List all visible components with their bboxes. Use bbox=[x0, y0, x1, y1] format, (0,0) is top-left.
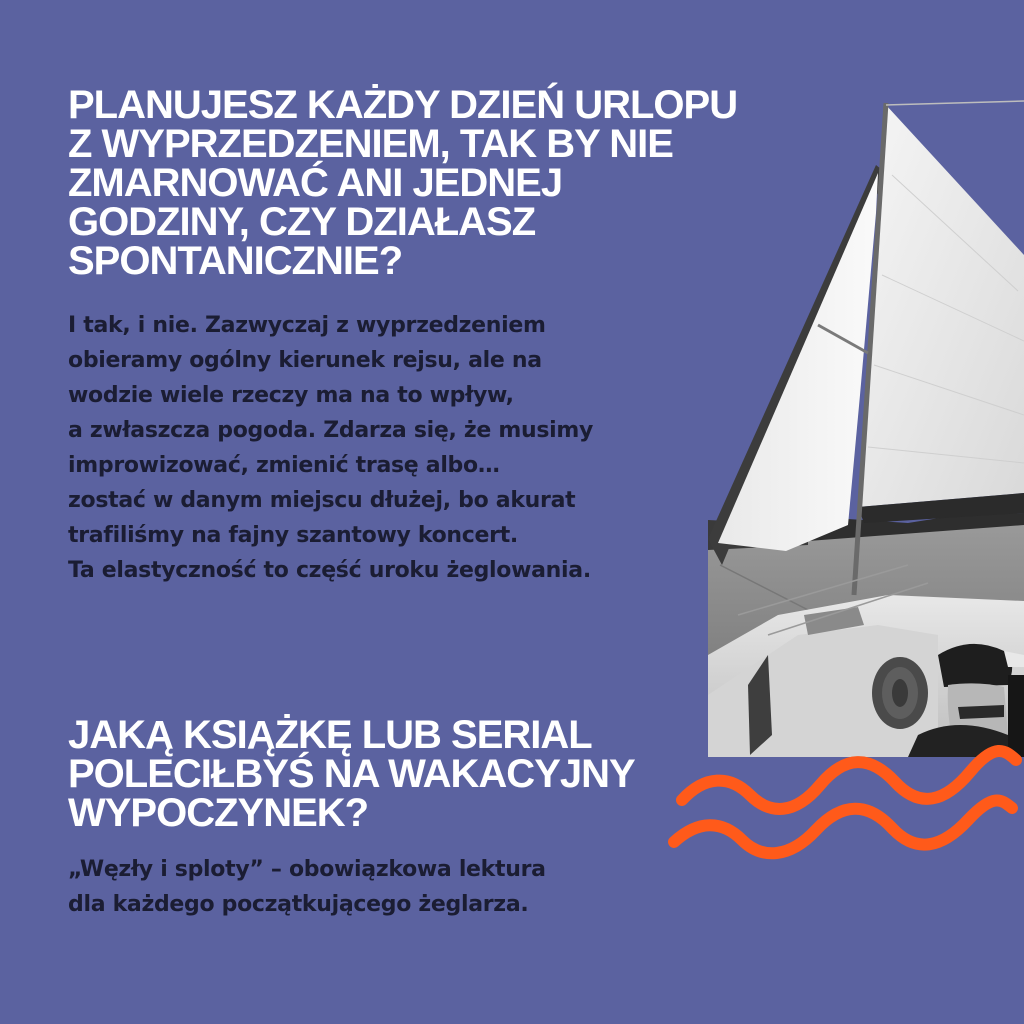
answer-line: „Węzły i sploty” – obowiązkowa lektura bbox=[68, 857, 546, 882]
answer-line: zostać w danym miejscu dłużej, bo akurat bbox=[68, 488, 576, 513]
question-1-heading bbox=[68, 83, 738, 283]
answer-line: obieramy ogólny kierunek rejsu, ale na bbox=[68, 348, 542, 373]
heading-line: JAKĄ KSIĄŻKĘ LUB SERIAL bbox=[68, 713, 592, 757]
answer-line: a zwłaszcza pogoda. Zdarza się, że musimy bbox=[68, 418, 594, 443]
heading-line: GODZINY, CZY DZIAŁASZ bbox=[68, 200, 536, 244]
answer-2-paragraph bbox=[68, 852, 688, 922]
question-2-heading bbox=[68, 713, 668, 835]
answer-line: improwizować, zmienić trasę albo… bbox=[68, 453, 500, 478]
answer-1-paragraph bbox=[68, 308, 688, 588]
heading-line: Z WYPRZEDZENIEM, TAK BY NIE bbox=[68, 122, 673, 166]
heading-line: ZMARNOWAĆ ANI JEDNEJ bbox=[68, 161, 563, 205]
heading-line: SPONTANICZNIE? bbox=[68, 239, 403, 283]
answer-line: dla każdego początkującego żeglarza. bbox=[68, 892, 529, 917]
heading-line: PLANUJESZ KAŻDY DZIEŃ URLOPU bbox=[68, 83, 738, 127]
heading-line: WYPOCZYNEK? bbox=[68, 791, 369, 835]
answer-line: I tak, i nie. Zazwyczaj z wyprzedzeniem bbox=[68, 313, 546, 338]
heading-line: POLECIŁBYŚ NA WAKACYJNY bbox=[68, 752, 635, 796]
orange-wave-lines-icon bbox=[660, 740, 1024, 880]
answer-line: Ta elastyczność to część uroku żeglowania. bbox=[68, 558, 591, 583]
answer-line: trafiliśmy na fajny szantowy koncert. bbox=[68, 523, 518, 548]
sailboat-photo bbox=[708, 95, 1024, 757]
answer-line: wodzie wiele rzeczy ma na to wpływ, bbox=[68, 383, 514, 408]
